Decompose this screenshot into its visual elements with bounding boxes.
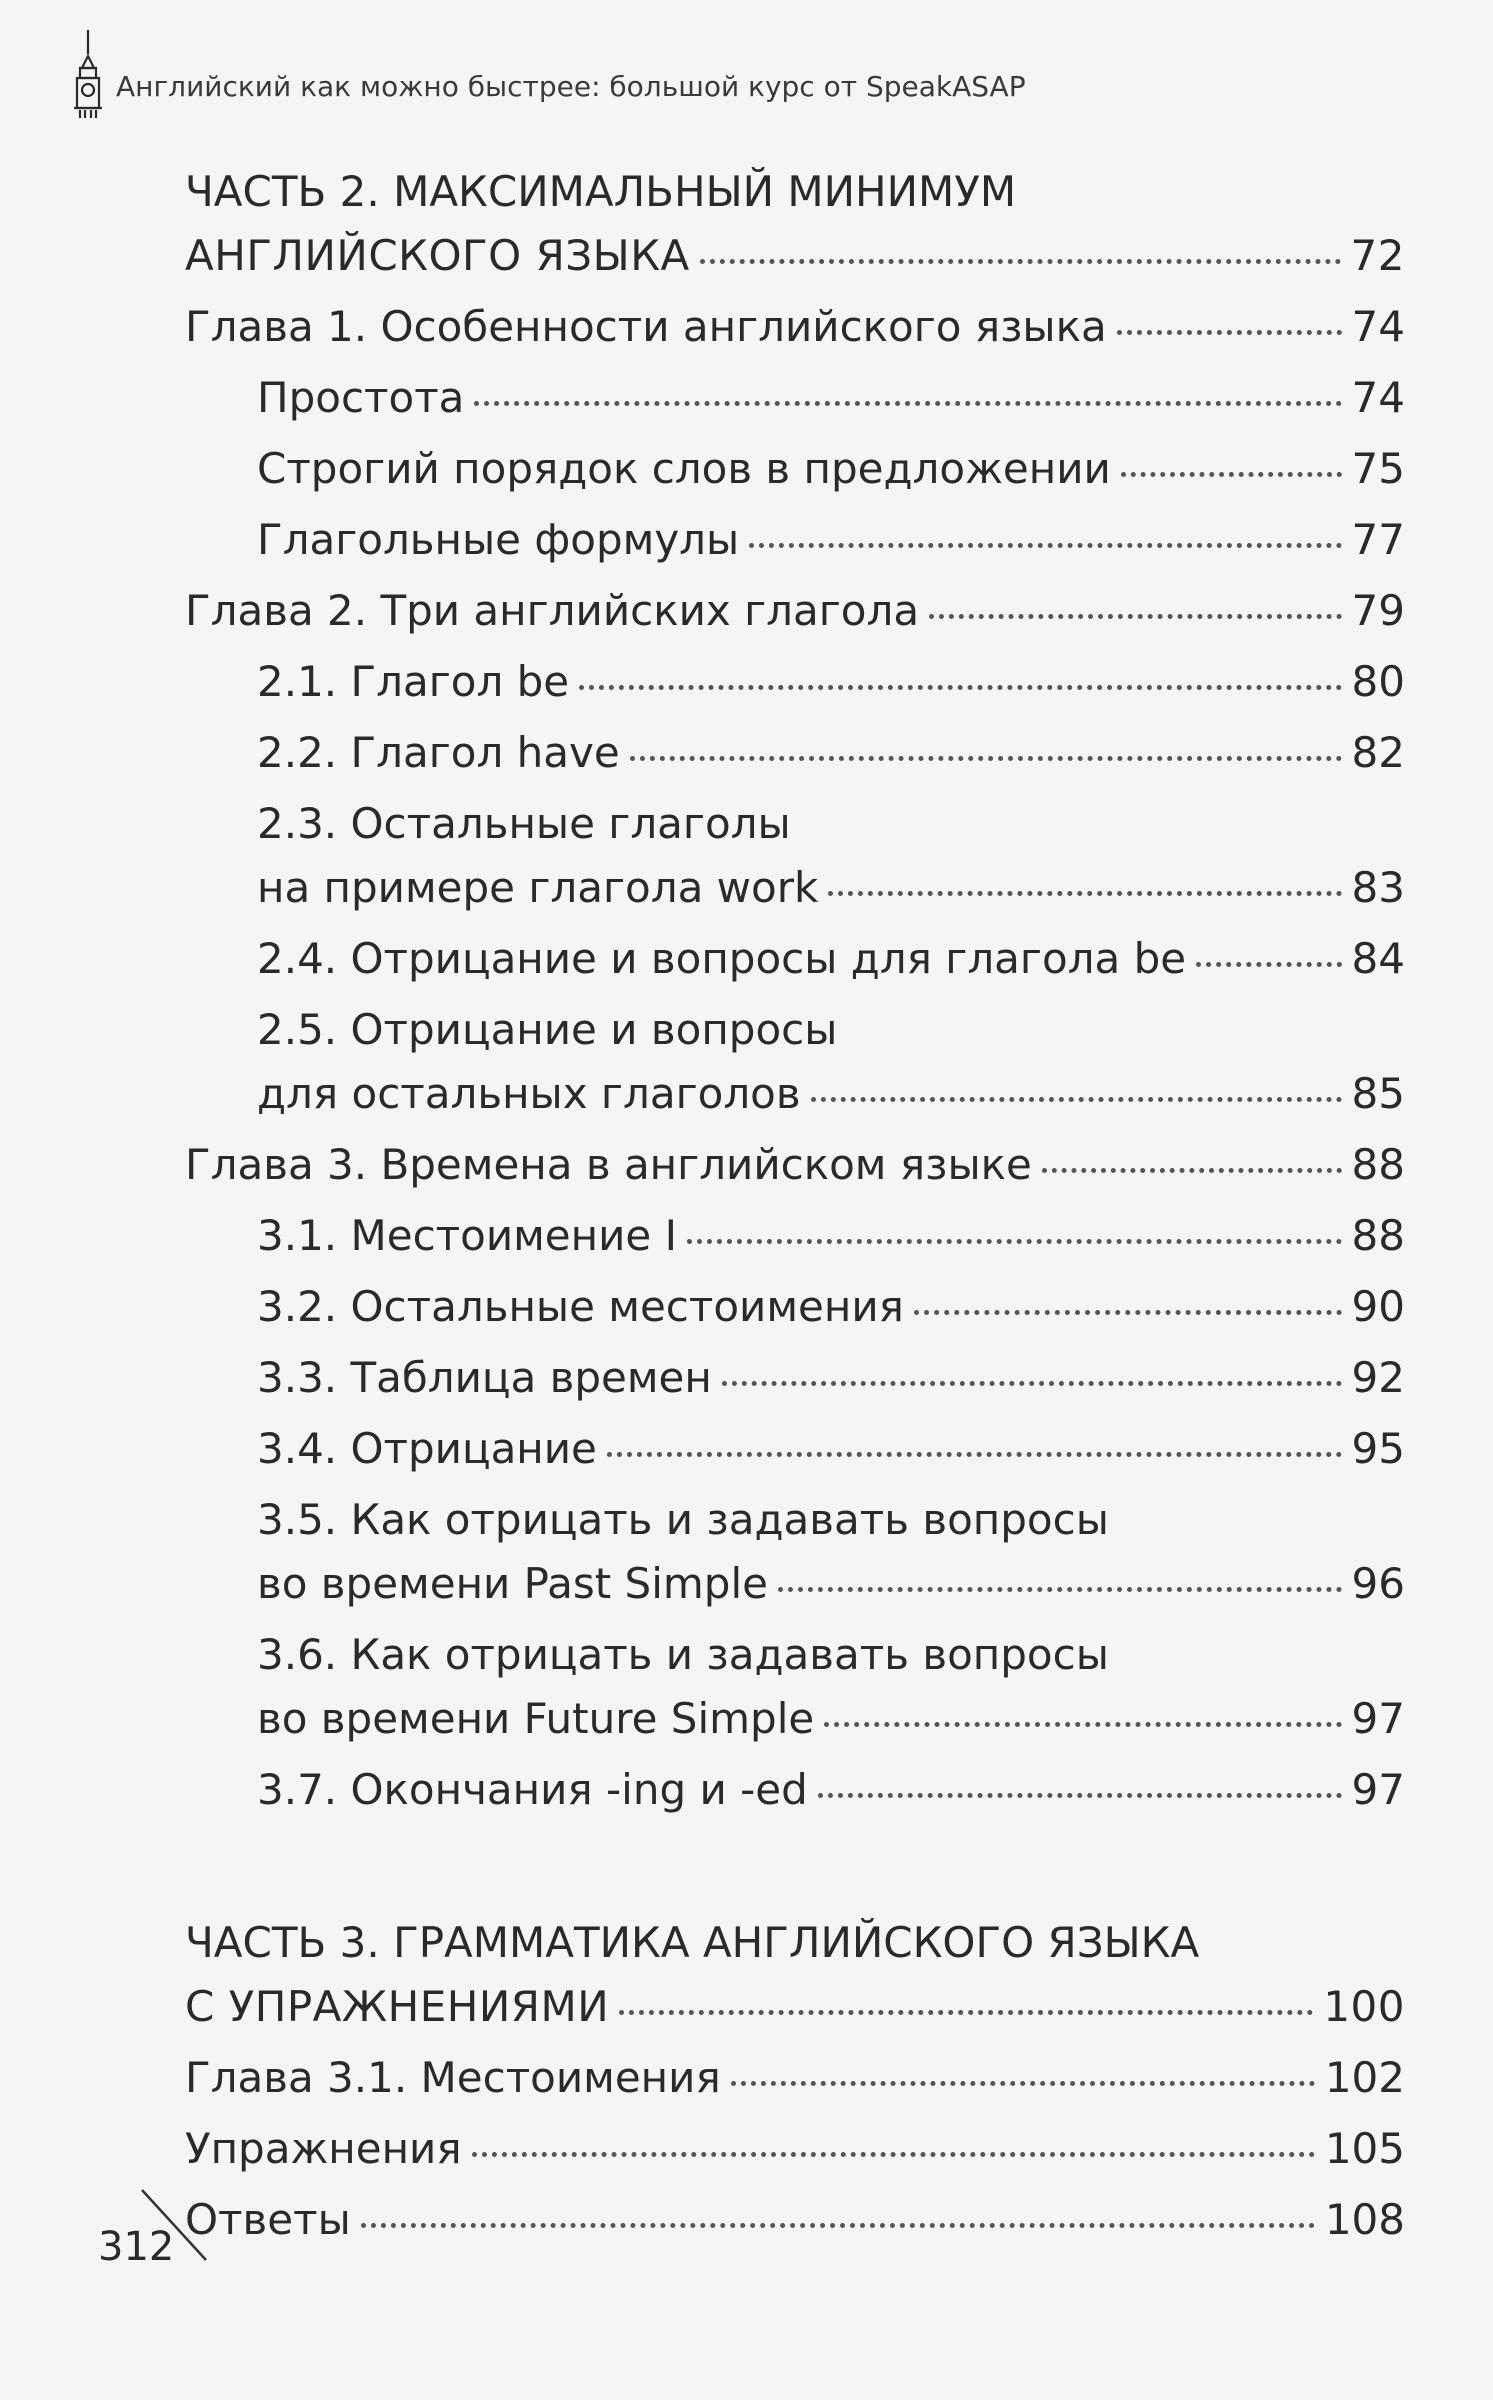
toc-entry-first-line: 2.3. Остальные глаголы: [257, 799, 791, 848]
toc-entry-page: 84: [1351, 934, 1405, 983]
dot-leader: [687, 1239, 1342, 1244]
toc-entry-label: во времени Past Simple: [257, 1559, 768, 1608]
dot-leader: [472, 2152, 1315, 2157]
toc-entry-part-3[interactable]: [185, 1975, 1405, 2039]
dot-leader: [700, 259, 1341, 264]
toc-entry-first-line: 3.5. Как отрицать и задавать вопросы: [257, 1495, 1109, 1544]
toc-entry-first-line: 3.6. Как отрицать и задавать вопросы: [257, 1630, 1109, 1679]
toc-entry[interactable]: [185, 1204, 1405, 1268]
toc-entry-page: 80: [1351, 657, 1405, 706]
toc-entry-page: 92: [1351, 1353, 1405, 1402]
toc-entry-page: 79: [1351, 586, 1405, 635]
dot-leader: [619, 2010, 1313, 2015]
dot-leader: [579, 685, 1341, 690]
toc-entry-label: 2.4. Отрицание и вопросы для глагола be: [257, 934, 1187, 983]
dot-leader: [914, 1310, 1342, 1315]
dot-leader: [929, 614, 1341, 619]
toc-entry-label: 3.1. Местоимение I: [257, 1211, 677, 1260]
table-of-contents: [185, 160, 1405, 2259]
toc-entry[interactable]: [185, 295, 1405, 359]
toc-entry-label: 2.2. Глагол have: [257, 728, 620, 777]
toc-entry-page: 95: [1351, 1424, 1405, 1473]
dot-leader: [811, 1097, 1342, 1102]
toc-entry-label: Строгий порядок слов в предложении: [257, 444, 1111, 493]
toc-entry-page: 100: [1323, 1982, 1405, 2031]
toc-entry[interactable]: [185, 366, 1405, 430]
toc-entry-label: на примере глагола work: [257, 863, 819, 912]
toc-entry-label: 3.4. Отрицание: [257, 1424, 597, 1473]
toc-entry-label: 3.2. Остальные местоимения: [257, 1282, 904, 1331]
dot-leader: [824, 1722, 1341, 1727]
dot-leader: [630, 756, 1342, 761]
dot-leader: [1121, 472, 1342, 477]
toc-entry-label: Глава 1. Особенности английского языка: [185, 302, 1107, 351]
toc-entry-label: 3.7. Окончания -ing и -ed: [257, 1765, 808, 1814]
toc-entry[interactable]: [185, 1275, 1405, 1339]
toc-entry-label: во времени Future Simple: [257, 1694, 815, 1743]
toc-entry[interactable]: [185, 927, 1405, 991]
toc-entry-label: для остальных глаголов: [257, 1069, 801, 1118]
toc-entry-label: Глава 3.1. Местоимения: [185, 2053, 721, 2102]
toc-entry-page: 88: [1351, 1211, 1405, 1260]
toc-entry-page: 82: [1351, 728, 1405, 777]
dot-leader: [1042, 1168, 1342, 1173]
toc-entry-label: Ответы: [185, 2195, 351, 2244]
toc-entry-page: 97: [1351, 1765, 1405, 1814]
toc-entry[interactable]: [185, 856, 1405, 920]
toc-entry[interactable]: [185, 579, 1405, 643]
toc-entry[interactable]: [185, 1062, 1405, 1126]
dot-leader: [1117, 330, 1342, 335]
toc-entry-page: 74: [1351, 302, 1405, 351]
toc-entry[interactable]: [185, 1758, 1405, 1822]
toc-entry-page: 102: [1324, 2053, 1405, 2102]
toc-entry[interactable]: [185, 1346, 1405, 1410]
part-2-title-line: ЧАСТЬ 2. МАКСИМАЛЬНЫЙ МИНИМУМ: [185, 167, 1017, 216]
toc-entry-page: 97: [1351, 1694, 1405, 1743]
toc-entry-label: Упражнения: [185, 2124, 462, 2173]
toc-entry-label: Глагольные формулы: [257, 515, 740, 564]
page-number: 312: [98, 2224, 175, 2270]
toc-entry-page: 108: [1324, 2195, 1405, 2244]
toc-entry[interactable]: [185, 2046, 1405, 2110]
dot-leader: [828, 891, 1341, 896]
toc-entry[interactable]: [185, 2117, 1405, 2181]
toc-entry[interactable]: [185, 437, 1405, 501]
toc-entry-page: 90: [1351, 1282, 1405, 1331]
toc-entry-page: 96: [1351, 1559, 1405, 1608]
toc-entry-label: Глава 3. Времена в английском языке: [185, 1140, 1032, 1189]
toc-entry-label: АНГЛИЙСКОГО ЯЗЫКА: [185, 231, 690, 280]
toc-entry-first-line: 2.5. Отрицание и вопросы: [257, 1005, 838, 1054]
toc-entry[interactable]: [185, 650, 1405, 714]
big-ben-tower-icon: [70, 28, 106, 120]
toc-entry-page: 72: [1350, 231, 1405, 280]
dot-leader: [474, 401, 1341, 406]
toc-entry-page: 88: [1351, 1140, 1405, 1189]
part-3-entries: [185, 2046, 1405, 2252]
dot-leader: [722, 1381, 1342, 1386]
toc-entry-label: С УПРАЖНЕНИЯМИ: [185, 1982, 610, 2031]
toc-entry-page: 75: [1351, 444, 1405, 493]
book-title: Английский как можно быстрее: большой курс от SpeakASAP: [116, 70, 1026, 103]
toc-entry-part-2[interactable]: [185, 224, 1405, 288]
running-header: [62, 28, 1462, 120]
dot-leader: [749, 543, 1341, 548]
toc-entry-page: 77: [1351, 515, 1405, 564]
toc-entry-page: 85: [1351, 1069, 1405, 1118]
toc-entry[interactable]: [185, 508, 1405, 572]
toc-entry[interactable]: [185, 721, 1405, 785]
toc-entry-page: 83: [1351, 863, 1405, 912]
toc-entry-label: Глава 2. Три английских глагола: [185, 586, 920, 635]
toc-entry[interactable]: [185, 1552, 1405, 1616]
dot-leader: [1196, 962, 1341, 967]
dot-leader: [778, 1587, 1342, 1592]
dot-leader: [361, 2223, 1315, 2228]
part-3-title-line: ЧАСТЬ 3. ГРАММАТИКА АНГЛИЙСКОГО ЯЗЫКА: [185, 1918, 1200, 1967]
dot-leader: [818, 1793, 1342, 1798]
toc-entry[interactable]: [185, 2188, 1405, 2252]
toc-entry[interactable]: [185, 1133, 1405, 1197]
dot-leader: [607, 1452, 1342, 1457]
toc-entry-page: 74: [1351, 373, 1405, 422]
part-2-entries: [185, 295, 1405, 1822]
toc-entry[interactable]: [185, 1687, 1405, 1751]
toc-entry[interactable]: [185, 1417, 1405, 1481]
dot-leader: [731, 2081, 1315, 2086]
toc-entry-label: 2.1. Глагол be: [257, 657, 570, 706]
toc-entry-label: Простота: [257, 373, 465, 422]
toc-entry-page: 105: [1324, 2124, 1405, 2173]
toc-entry-label: 3.3. Таблица времен: [257, 1353, 712, 1402]
